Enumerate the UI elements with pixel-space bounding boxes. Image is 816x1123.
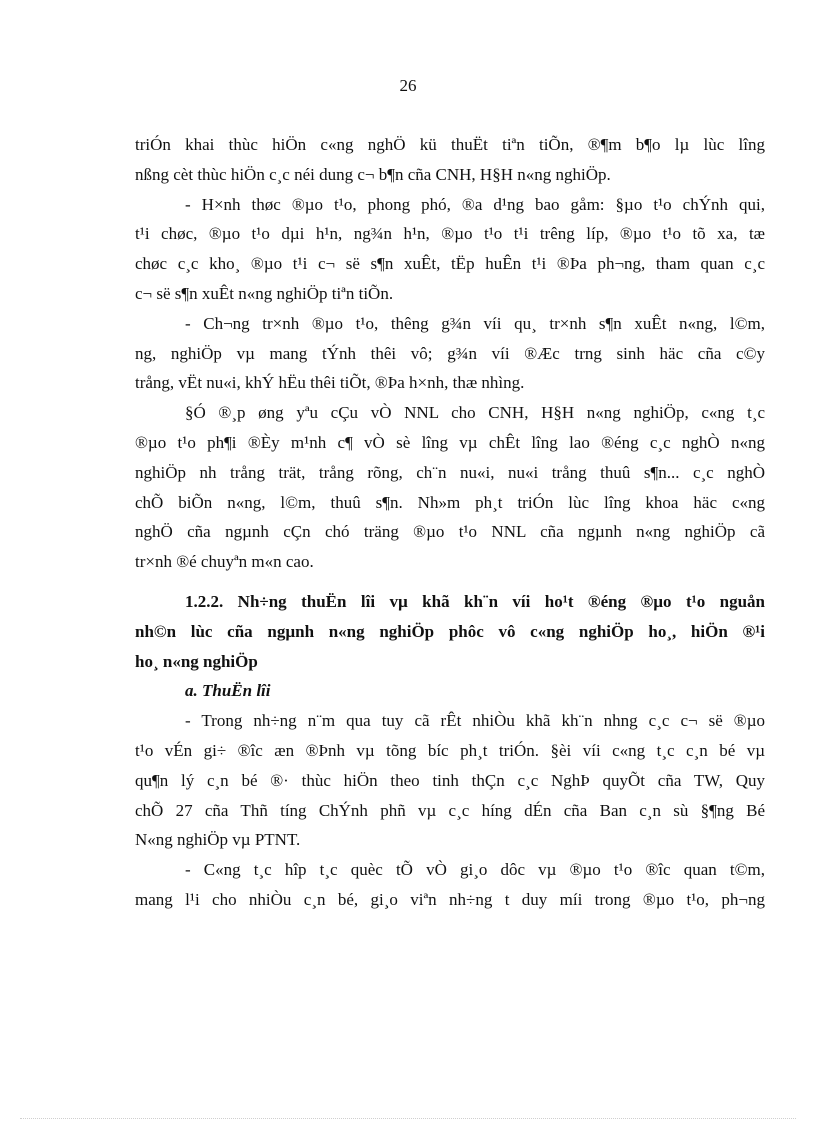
page-bottom-divider — [20, 1118, 796, 1119]
text-line: ng, nghiÖp vµ mang tÝnh thêi vô; g¾n víi ®Æc trng sinh häc cña c©y — [135, 343, 765, 363]
text-line: nßng cèt thùc hiÖn c¸c néi dung c¬ b¶n cña CNH, H§H n«ng nghiÖp. — [135, 164, 611, 184]
text-line: - Trong nh÷ng n¨m qua tuy cã rÊt nhiÒu khã kh¨n nhng c¸c c¬ së ®µo — [185, 711, 765, 731]
text-line: chøc c¸c kho¸ ®µo t¹i c¬ së s¶n xuÊt, tËp huÊn t¹i ®Þa ph¬ng, tham quan c¸c — [135, 254, 765, 274]
text-line: qu¶n lý c¸n bé ®· thùc hiÖn theo tinh thÇn c¸c NghÞ quyÕt cña TW, Quy — [135, 770, 765, 790]
text-line: ®µo t¹o ph¶i ®Èy m¹nh c¶ vÒ sè lîng vµ chÊt lîng lao ®éng c¸c nghÒ n«ng — [135, 432, 765, 452]
heading-line: 1.2.2. Nh÷ng thuËn lîi vµ khã kh¨n víi ho¹t ®éng ®µo t¹o nguån — [185, 591, 765, 611]
text-line: mang l¹i cho nhiÒu c¸n bé, gi¸o viªn nh÷ng t duy míi trong ®µo t¹o, ph¬ng — [135, 889, 765, 909]
paragraph — [135, 855, 765, 915]
heading-line: nh©n lùc cña ngµnh n«ng nghiÖp phôc vô c«ng nghiÖp ho¸, hiÖn ®¹i — [135, 621, 765, 641]
paragraph — [135, 130, 765, 190]
text-line: t¹o vÉn gi÷ ®îc æn ®Þnh vµ tõng bíc ph¸t triÓn. §èi víi c«ng t¸c c¸n bé vµ — [135, 740, 765, 760]
page-number: 26 — [399, 76, 417, 95]
subsection-heading: a. ThuËn lîi — [185, 681, 271, 701]
page-body — [135, 130, 765, 915]
text-line: triÓn khai thùc hiÖn c«ng nghÖ kü thuËt tiªn tiÕn, ®¶m b¶o lµ lùc lîng — [135, 135, 765, 154]
paragraph — [135, 706, 765, 855]
text-line: tr×nh ®é chuyªn m«n cao. — [135, 552, 314, 572]
section-heading — [135, 587, 765, 676]
text-line: §Ó ®¸p øng yªu cÇu vÒ NNL cho CNH, H§H n«ng nghiÖp, c«ng t¸c — [185, 403, 765, 423]
paragraph — [135, 190, 765, 309]
paragraph — [135, 309, 765, 398]
text-line: c¬ së s¶n xuÊt n«ng nghiÖp tiªn tiÕn. — [135, 283, 394, 303]
text-line: chÕ 27 cña Thñ tíng ChÝnh phñ vµ c¸c híng dÉn cña Ban c¸n sù §¶ng Bé — [135, 800, 765, 820]
text-line: N«ng nghiÖp vµ PTNT. — [135, 830, 301, 850]
text-line: trång, vËt nu«i, khÝ hËu thêi tiÕt, ®Þa h×nh, thæ nhìng. — [135, 373, 525, 393]
text-line: nghiÖp nh trång trät, trång rõng, ch¨n nu«i, nu«i trång thuû s¶n... c¸c nghÒ — [135, 462, 765, 482]
text-line: - C«ng t¸c hîp t¸c quèc tÕ vÒ gi¸o dôc vµ ®µo t¹o ®îc quan t©m, — [185, 860, 765, 880]
text-line: chÕ biÕn n«ng, l©m, thuû s¶n. Nh»m ph¸t triÓn lùc lîng khoa häc c«ng — [135, 492, 765, 512]
text-line: - H×nh thøc ®µo t¹o, phong phó, ®a d¹ng bao gåm: §µo t¹o chÝnh qui, — [185, 194, 765, 214]
text-line: nghÖ cña ngµnh cÇn chó träng ®µo t¹o NNL cña ngµnh n«ng nghiÖp cã — [135, 522, 765, 542]
paragraph — [135, 398, 765, 577]
text-line: - Ch¬ng tr×nh ®µo t¹o, thêng g¾n víi qu¸ tr×nh s¶n xuÊt n«ng, l©m, — [185, 313, 765, 333]
text-line: t¹i chøc, ®µo t¹o dµi h¹n, ng¾n h¹n, ®µo t¹o t¹i trêng líp, ®µo t¹o tõ xa, tæ — [135, 224, 765, 244]
heading-line: ho¸ n«ng nghiÖp — [135, 651, 258, 671]
